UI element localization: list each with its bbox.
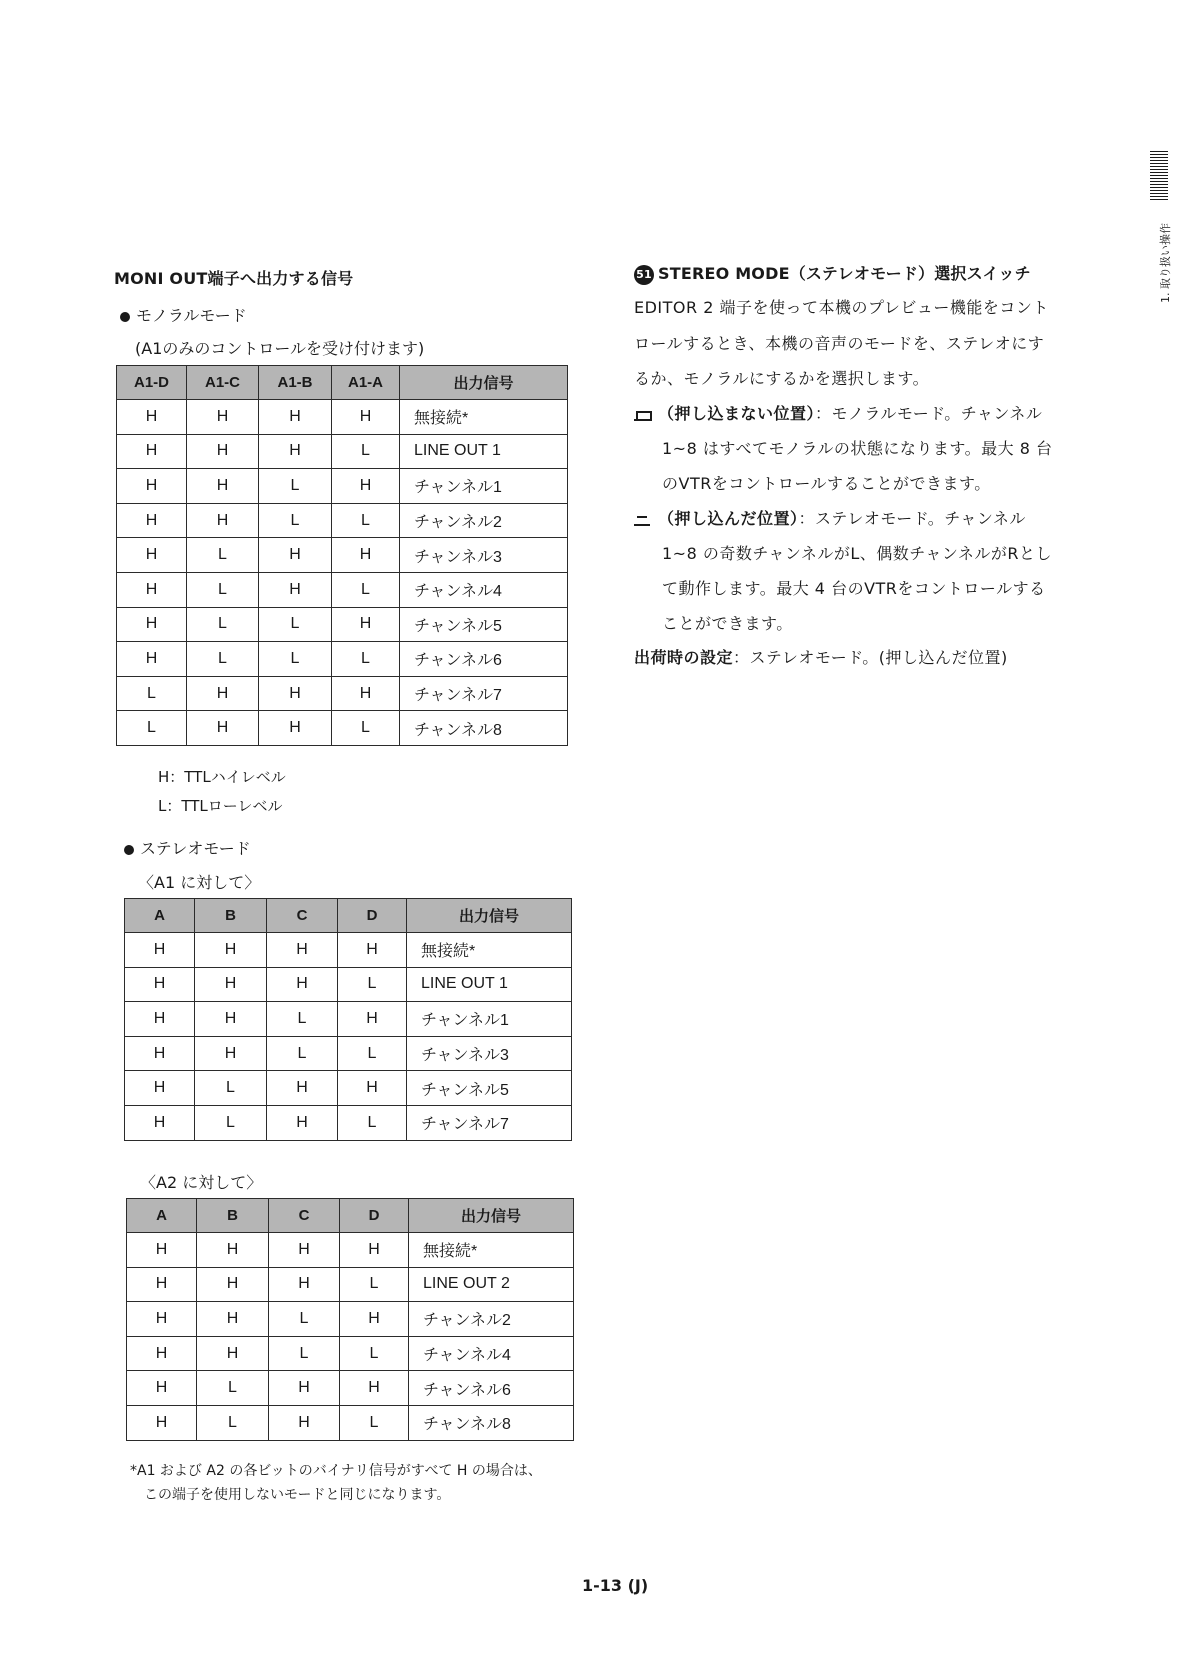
table-row — [125, 933, 572, 968]
bit-cell: L — [332, 711, 400, 746]
table-row — [117, 469, 568, 504]
output-signal-cell: チャンネル5 — [407, 1071, 572, 1106]
bit-cell: L — [267, 1036, 338, 1071]
bit-cell: H — [187, 400, 259, 435]
column-header: D — [338, 899, 407, 933]
bit-cell: L — [338, 1105, 407, 1140]
table-row — [117, 676, 568, 711]
table-row — [117, 572, 568, 607]
bit-cell: L — [259, 503, 332, 538]
table-row — [127, 1267, 574, 1302]
switch-in-icon — [634, 514, 650, 526]
output-signal-cell: チャンネル1 — [407, 1002, 572, 1037]
bit-cell: L — [197, 1405, 269, 1440]
bit-cell: H — [125, 1071, 195, 1106]
stereo-heading-text: ステレオモード — [140, 839, 251, 858]
bit-cell: H — [332, 676, 400, 711]
in-position-line — [634, 506, 1026, 529]
table-row — [117, 607, 568, 642]
output-signal-cell: 無接続* — [400, 400, 568, 435]
table-row — [127, 1233, 574, 1268]
table-row — [125, 1036, 572, 1071]
column-header: A1-D — [117, 366, 187, 400]
mono-note: (A1のみのコントロールを受け付けます) — [135, 339, 425, 358]
column-header: B — [195, 899, 267, 933]
out-position-desc: ：モノラルモード。チャンネル — [815, 404, 1043, 423]
column-header: 出力信号 — [407, 899, 572, 933]
stereo-mode-title — [634, 261, 1031, 285]
output-signal-cell: チャンネル3 — [400, 538, 568, 573]
bit-cell: H — [187, 434, 259, 469]
legend-h: H：TTLハイレベル — [158, 768, 286, 786]
bit-cell: H — [267, 1105, 338, 1140]
bit-cell: L — [338, 1036, 407, 1071]
a1-label: 〈A1 に対して〉 — [138, 873, 261, 892]
bit-cell: H — [117, 400, 187, 435]
output-signal-cell: LINE OUT 1 — [407, 967, 572, 1002]
bit-cell: H — [187, 503, 259, 538]
output-signal-cell: チャンネル7 — [407, 1105, 572, 1140]
bullet-icon — [124, 845, 134, 855]
intro-line-3: るか、モノラルにするかを選択します。 — [634, 369, 930, 388]
table-row — [117, 711, 568, 746]
bit-cell: H — [195, 933, 267, 968]
mono-heading — [120, 303, 247, 326]
stereo-heading — [124, 836, 251, 859]
output-signal-cell: 無接続* — [407, 933, 572, 968]
item-number-badge: 51 — [634, 265, 654, 285]
bit-cell: L — [197, 1371, 269, 1406]
bit-cell: L — [187, 538, 259, 573]
bit-cell: L — [269, 1336, 340, 1371]
bit-cell: H — [267, 967, 338, 1002]
table-row — [117, 642, 568, 677]
bit-cell: L — [259, 607, 332, 642]
bit-cell: L — [340, 1405, 409, 1440]
bit-cell: H — [340, 1233, 409, 1268]
column-header: A1-B — [259, 366, 332, 400]
a2-label: 〈A2 に対して〉 — [140, 1173, 263, 1192]
column-header: C — [269, 1199, 340, 1233]
legend-l: L：TTLローレベル — [158, 797, 283, 815]
table-row — [125, 1105, 572, 1140]
output-signal-cell: LINE OUT 2 — [409, 1267, 574, 1302]
output-signal-cell: チャンネル8 — [400, 711, 568, 746]
bit-cell: H — [195, 1036, 267, 1071]
bit-cell: L — [187, 572, 259, 607]
bit-cell: H — [267, 933, 338, 968]
out-line-2: のVTRをコントロールすることができます。 — [662, 474, 991, 493]
bit-cell: L — [187, 642, 259, 677]
column-header: A1-A — [332, 366, 400, 400]
table-row — [117, 503, 568, 538]
column-header: B — [197, 1199, 269, 1233]
output-signal-cell: チャンネル3 — [407, 1036, 572, 1071]
bit-cell: H — [340, 1302, 409, 1337]
stereo-a2-table — [126, 1198, 574, 1441]
bit-cell: H — [259, 400, 332, 435]
mono-heading-text: モノラルモード — [136, 306, 247, 325]
in-line-2: て動作します。最大 4 台のVTRをコントロールする — [662, 579, 1046, 598]
bit-cell: L — [195, 1105, 267, 1140]
bit-cell: L — [117, 711, 187, 746]
out-line-1: 1~8 はすべてモノラルの状態になります。最大 8 台 — [662, 439, 1053, 458]
bit-cell: L — [332, 642, 400, 677]
footnote-line2: この端子を使用しないモードと同じになります。 — [144, 1487, 451, 1503]
output-signal-cell: 無接続* — [409, 1233, 574, 1268]
bit-cell: H — [269, 1233, 340, 1268]
bit-cell: H — [125, 1002, 195, 1037]
bit-cell: H — [259, 434, 332, 469]
mono-signal-table — [116, 365, 568, 746]
bit-cell: L — [332, 503, 400, 538]
bit-cell: H — [127, 1336, 197, 1371]
column-header: A1-C — [187, 366, 259, 400]
output-signal-cell: チャンネル4 — [409, 1336, 574, 1371]
table-row — [117, 434, 568, 469]
output-signal-cell: チャンネル6 — [400, 642, 568, 677]
out-position-line — [634, 401, 1042, 424]
chapter-label: 1. 取り扱い操作 — [1159, 223, 1172, 303]
table-row — [125, 1002, 572, 1037]
bit-cell: H — [269, 1371, 340, 1406]
column-header: 出力信号 — [400, 366, 568, 400]
bit-cell: H — [340, 1371, 409, 1406]
bullet-icon — [120, 312, 130, 322]
chapter-side-tab — [1150, 150, 1170, 320]
bit-cell: H — [197, 1336, 269, 1371]
bit-cell: H — [332, 607, 400, 642]
bit-cell: H — [267, 1071, 338, 1106]
table-row — [125, 1071, 572, 1106]
bit-cell: H — [197, 1267, 269, 1302]
switch-out-icon — [634, 409, 650, 421]
bit-cell: H — [117, 642, 187, 677]
bit-cell: L — [338, 967, 407, 1002]
bit-cell: L — [195, 1071, 267, 1106]
bit-cell: H — [127, 1302, 197, 1337]
in-line-1: 1~8 の奇数チャンネルがL、偶数チャンネルがRとし — [662, 544, 1052, 563]
bit-cell: H — [197, 1302, 269, 1337]
bit-cell: L — [340, 1336, 409, 1371]
column-header: 出力信号 — [409, 1199, 574, 1233]
bit-cell: L — [340, 1267, 409, 1302]
bit-cell: L — [332, 572, 400, 607]
output-signal-cell: チャンネル4 — [400, 572, 568, 607]
column-header: D — [340, 1199, 409, 1233]
table-row — [117, 538, 568, 573]
stereo-mode-title-text: STEREO MODE（ステレオモード）選択スイッチ — [658, 264, 1031, 283]
output-signal-cell: チャンネル6 — [409, 1371, 574, 1406]
output-signal-cell: LINE OUT 1 — [400, 434, 568, 469]
bit-cell: H — [127, 1371, 197, 1406]
bit-cell: H — [125, 1105, 195, 1140]
bit-cell: L — [187, 607, 259, 642]
bit-cell: H — [332, 469, 400, 504]
bit-cell: H — [125, 967, 195, 1002]
section-title: MONI OUT端子へ出力する信号 — [114, 269, 354, 288]
default-setting-label: 出荷時の設定 — [634, 648, 734, 667]
default-setting-value: ：ステレオモード。(押し込んだ位置) — [733, 648, 1008, 667]
column-header: C — [267, 899, 338, 933]
bit-cell: H — [117, 469, 187, 504]
intro-line-1: EDITOR 2 端子を使って本機のプレビュー機能をコント — [634, 298, 1049, 317]
bit-cell: H — [117, 572, 187, 607]
bit-cell: L — [117, 676, 187, 711]
bit-cell: H — [269, 1267, 340, 1302]
bit-cell: L — [267, 1002, 338, 1037]
bit-cell: L — [259, 469, 332, 504]
output-signal-cell: チャンネル2 — [409, 1302, 574, 1337]
bit-cell: H — [269, 1405, 340, 1440]
bit-cell: H — [332, 400, 400, 435]
column-header: A — [127, 1199, 197, 1233]
output-signal-cell: チャンネル1 — [400, 469, 568, 504]
bit-cell: H — [338, 933, 407, 968]
bit-cell: L — [259, 642, 332, 677]
output-signal-cell: チャンネル8 — [409, 1405, 574, 1440]
output-signal-cell: チャンネル5 — [400, 607, 568, 642]
bit-cell: H — [332, 538, 400, 573]
bit-cell: H — [127, 1405, 197, 1440]
default-setting-line — [634, 645, 1008, 668]
in-position-label: （押し込んだ位置） — [658, 509, 799, 528]
output-signal-cell: チャンネル2 — [400, 503, 568, 538]
table-row — [127, 1405, 574, 1440]
bit-cell: H — [117, 503, 187, 538]
stereo-a1-table — [124, 898, 572, 1141]
table-row — [127, 1302, 574, 1337]
out-position-label: （押し込まない位置） — [658, 404, 816, 423]
bit-cell: L — [332, 434, 400, 469]
table-row — [117, 400, 568, 435]
bit-cell: H — [259, 676, 332, 711]
table-row — [127, 1371, 574, 1406]
table-row — [125, 967, 572, 1002]
bit-cell: H — [195, 967, 267, 1002]
bit-cell: H — [187, 469, 259, 504]
bit-cell: L — [269, 1302, 340, 1337]
table-row — [127, 1336, 574, 1371]
bit-cell: H — [338, 1002, 407, 1037]
bit-cell: H — [127, 1267, 197, 1302]
footnote-line1: *A1 および A2 の各ビットのバイナリ信号がすべて H の場合は、 — [130, 1463, 542, 1479]
bit-cell: H — [197, 1233, 269, 1268]
bit-cell: H — [125, 1036, 195, 1071]
page-number: 1-13 (J) — [582, 1576, 649, 1595]
in-line-3: ことができます。 — [662, 614, 793, 633]
bit-cell: H — [117, 538, 187, 573]
output-signal-cell: チャンネル7 — [400, 676, 568, 711]
bit-cell: H — [117, 607, 187, 642]
bit-cell: H — [187, 676, 259, 711]
in-position-desc: ：ステレオモード。チャンネル — [798, 509, 1026, 528]
bit-cell: H — [125, 933, 195, 968]
bit-cell: H — [187, 711, 259, 746]
bit-cell: H — [338, 1071, 407, 1106]
bit-cell: H — [259, 572, 332, 607]
bit-cell: H — [127, 1233, 197, 1268]
bit-cell: H — [195, 1002, 267, 1037]
column-header: A — [125, 899, 195, 933]
intro-line-2: ロールするとき、本機の音声のモードを、ステレオにす — [634, 334, 1045, 353]
bit-cell: H — [259, 711, 332, 746]
bit-cell: H — [117, 434, 187, 469]
bit-cell: H — [259, 538, 332, 573]
